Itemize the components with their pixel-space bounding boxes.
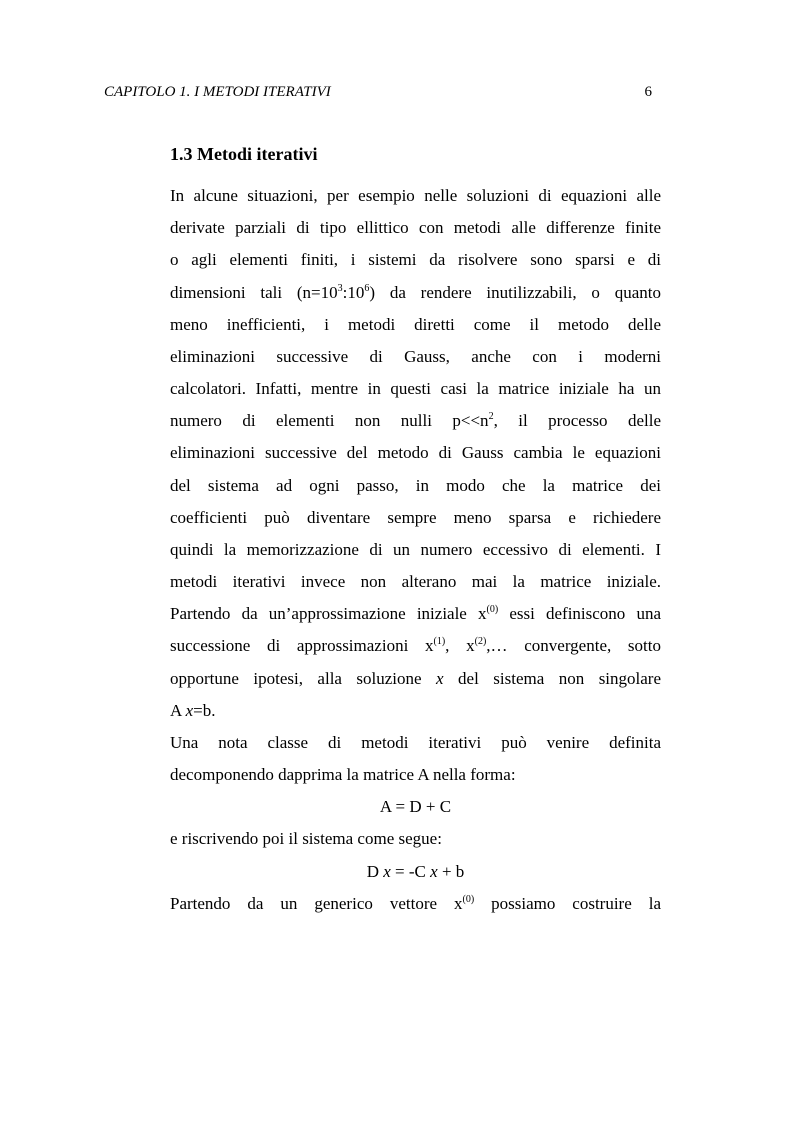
text-run: A (170, 701, 186, 720)
text-run: dimensioni tali (n=10 (170, 283, 338, 302)
text-line (170, 410, 661, 432)
math-variable: x (430, 862, 438, 881)
math-variable: x (383, 862, 391, 881)
text-run: numero di elementi non nulli p<<n (170, 411, 489, 430)
text-line (170, 668, 661, 690)
text-run: Partendo da un generico vettore x (170, 894, 463, 913)
text-line (170, 893, 661, 915)
text-run: =b. (193, 701, 216, 720)
math-variable: x (436, 669, 444, 688)
text-run: Partendo da un’approssimazione iniziale x (170, 604, 487, 623)
text-run: opportune ipotesi, alla soluzione (170, 669, 437, 688)
text-line: derivate parziali di tipo ellittico con metodi alle differenze finite (170, 218, 661, 237)
text-line: quindi la memorizzazione di un numero eccessivo di elementi. I (170, 540, 661, 559)
text-run: , il processo delle (493, 411, 661, 430)
text-run: ) da rendere inutilizzabili, o quanto (369, 283, 661, 302)
text-line: eliminazioni successive del metodo di Gauss cambia le equazioni (170, 443, 661, 462)
text-run: :10 (342, 283, 365, 302)
text-line: decomponendo dapprima la matrice A nella forma: (170, 765, 516, 784)
text-run: = -C (390, 862, 431, 881)
text-line (170, 635, 661, 657)
superscript: 2 (488, 411, 494, 422)
text-line: eliminazioni successive di Gauss, anche con i moderni (170, 347, 661, 366)
superscript: 6 (364, 283, 370, 294)
superscript: (0) (462, 894, 475, 905)
superscript: 3 (337, 283, 343, 294)
text-line: calcolatori. Infatti, mentre in questi casi la matrice iniziale ha un (170, 379, 661, 398)
superscript: (2) (474, 636, 487, 647)
section-title: 1.3 Metodi iterativi (170, 144, 318, 164)
text-line (170, 282, 661, 304)
equation: A = D + C (379, 797, 452, 816)
text-line (170, 603, 661, 625)
equation (170, 861, 661, 883)
text-line: e riscrivendo poi il sistema come segue: (170, 829, 442, 848)
superscript: (1) (433, 636, 446, 647)
text-line: In alcune situazioni, per esempio nelle soluzioni di equazioni alle (170, 186, 661, 205)
text-line: metodi iterativi invece non alterano mai la matrice iniziale. (170, 572, 661, 591)
superscript: (0) (486, 604, 499, 615)
text-line: meno inefficienti, i metodi diretti come il metodo delle (170, 315, 661, 334)
text-line (170, 700, 661, 722)
text-run: possiamo costruire la (474, 894, 661, 913)
text-run: , x (445, 636, 475, 655)
page-number: 6 (644, 84, 652, 100)
page-header (104, 82, 652, 102)
text-line: o agli elementi finiti, i sistemi da risolvere sono sparsi e di (170, 250, 661, 269)
text-run: D (366, 862, 384, 881)
chapter-title: CAPITOLO 1. I METODI ITERATIVI (104, 84, 331, 100)
text-line: del sistema ad ogni passo, in modo che la matrice dei (170, 476, 661, 495)
text-run: ,… convergente, sotto (486, 636, 661, 655)
text-run: + b (437, 862, 465, 881)
text-line: coefficienti può diventare sempre meno sparsa e richiedere (170, 508, 661, 527)
text-run: essi definiscono una (498, 604, 661, 623)
text-run: del sistema non singolare (443, 669, 662, 688)
text-line: Una nota classe di metodi iterativi può venire definita (170, 733, 661, 752)
text-run: successione di approssimazioni x (170, 636, 434, 655)
math-variable: x (185, 701, 194, 720)
